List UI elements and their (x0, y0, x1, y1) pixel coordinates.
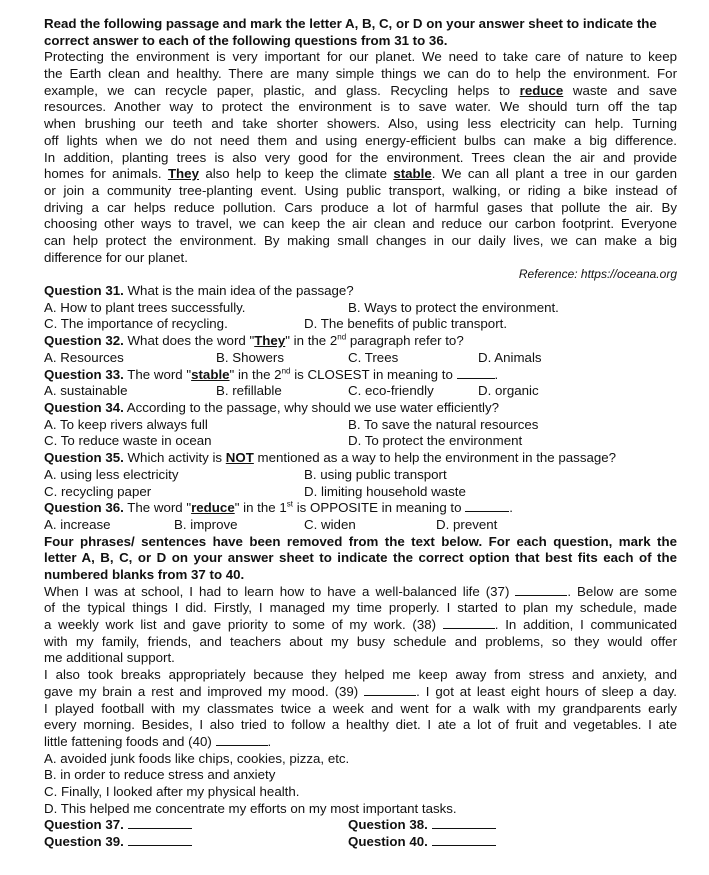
text-line: When I was at school, I had to learn how to have a well-balanced life (37) . Below are some (44, 583, 677, 599)
option-b: B. Showers (216, 349, 284, 365)
passage-line: when brushing our teeth and take shorter showers. Also, using less electricity can help. Turning (44, 116, 677, 132)
passage-line: or join a community tree-planting event. Using public transport, walking, or riding a bike instead of (44, 182, 677, 198)
part2-instruction-line-3: numbered blanks from 37 to 40. (44, 566, 245, 582)
passage-line: the Earth clean and healthy. There are many simple things we can do to help the environment. For (44, 66, 677, 82)
passage-line: Protecting the environment is very important for our planet. We need to take care of nature to keep (44, 49, 677, 65)
question-35-options (44, 467, 677, 484)
answer-label-40: Question 40. (348, 834, 432, 850)
answer-row (44, 834, 677, 851)
option-c: C. The importance of recycling. (44, 316, 228, 332)
answer-blank-38[interactable] (432, 817, 496, 829)
option-d: D. The benefits of public transport. (304, 316, 508, 332)
text-line: little fattening foods and (40) . (44, 733, 272, 749)
blank-40[interactable] (216, 734, 268, 746)
option-b: B. To save the natural resources (348, 416, 539, 432)
underlined-word-they: They (167, 166, 199, 182)
question-36: Question 36. The word "reduce" in the 1st is OPPOSITE in meaning to . (44, 500, 513, 516)
answer-row (44, 817, 677, 834)
option-a: A. increase (44, 516, 111, 532)
answer-blank[interactable] (457, 367, 495, 379)
text-line: of the typical things I did. Firstly, I managed my time properly. I started to plan my schedule, made (44, 600, 677, 616)
question-34-options (44, 417, 677, 434)
question-31-options (44, 316, 677, 333)
text-line: me additional support. (44, 650, 175, 666)
answer-blank[interactable] (465, 500, 509, 512)
answer-label-38: Question 38. (348, 817, 432, 833)
passage-line: In addition, planting trees is also very good for the environment. Trees clean the air and provide (44, 149, 677, 165)
question-35-options (44, 484, 677, 501)
option-b: B. Ways to protect the environment. (348, 299, 559, 315)
option-b: B. refillable (216, 383, 282, 399)
question-32-options (44, 350, 677, 367)
option-c: C. widen (304, 516, 356, 532)
answer-blank-40[interactable] (432, 834, 496, 846)
option-b: B. in order to reduce stress and anxiety (44, 767, 276, 783)
passage-line: off lights when we do not need them and using energy-efficient bulbs can make a big difference. (44, 132, 677, 148)
text-line: with my family, friends, and teachers about my busy schedule and problems, so they would offer (44, 633, 677, 649)
option-a: A. sustainable (44, 383, 128, 399)
option-d: D. organic (478, 383, 539, 399)
passage-line: example, we can recycle paper, plastic, and glass. Recycling helps to reduce waste and save (44, 82, 678, 98)
question-35: Question 35. Which activity is NOT mentioned as a way to help the environment in the passage? (44, 450, 617, 466)
question-31-options (44, 300, 677, 317)
option-a: A. How to plant trees successfully. (44, 299, 246, 315)
option-a: A. To keep rivers always full (44, 416, 208, 432)
passage-line: resources. Another way to protect the environment is to save water. We should turn off the tap (44, 99, 677, 115)
part2-instruction-line-2: letter A, B, C, or D on your answer sheet to indicate the correct option that best fits each of the (44, 550, 677, 566)
underlined-word-reduce: reduce (519, 82, 564, 98)
passage-line: choosing other ways to travel, we can keep the air clean and reduce our carbon footprint. Everyone (44, 216, 677, 232)
question-33: Question 33. The word "stable" in the 2nd is CLOSEST in meaning to . (44, 366, 499, 382)
option-d: D. Animals (478, 349, 542, 365)
passage-line: driving a car helps reduce pollution. Cars produce a lot of harmful gases that pollute the air. By (44, 199, 677, 215)
option-a: A. using less electricity (44, 466, 179, 482)
text-line: every morning. Besides, I also tried to follow a healthy diet. I ate a lot of fruit and vegetables. I ate (44, 717, 677, 733)
option-c: C. Finally, I looked after my physical health. (44, 784, 300, 799)
option-c: C. To reduce waste in ocean (44, 433, 212, 449)
passage-line: difference for our planet. (44, 249, 188, 265)
question-32: Question 32. What does the word "They" in the 2nd paragraph refer to? (44, 333, 464, 349)
text-line: a weekly work list and gave priority to some of my work. (38) . In addition, I communicated (44, 617, 677, 633)
underlined-word-stable: stable (393, 166, 432, 182)
part1-instruction-line-1: Read the following passage and mark the letter A, B, C, or D on your answer sheet to indicate the (44, 16, 657, 31)
passage-line: homes for animals. They also help to keep the climate stable. We can all plant a tree in our garden (44, 166, 677, 182)
question-34: Question 34. According to the passage, why should we use water efficiently? (44, 399, 500, 415)
option-d: D. prevent (436, 516, 498, 532)
option-b: B. improve (174, 516, 238, 532)
option-a: A. Resources (44, 349, 124, 365)
question-36-options (44, 517, 677, 534)
answer-blank-37[interactable] (128, 817, 192, 829)
text-line: I also took breaks appropriately because they helped me keep away from stress and anxiety, and (44, 667, 677, 683)
question-33-options (44, 383, 677, 400)
option-c: C. recycling paper (44, 483, 152, 499)
answer-label-39: Question 39. (44, 834, 128, 850)
question-31: Question 31. What is the main idea of the passage? (44, 283, 354, 299)
question-34-options (44, 433, 677, 450)
reference: Reference: https://oceana.org (518, 267, 677, 282)
answer-label-37: Question 37. (44, 817, 128, 833)
blank-38[interactable] (443, 617, 495, 629)
option-a: A. avoided junk foods like chips, cookies, pizza, etc. (44, 750, 350, 766)
passage-line: can help protect the environment. By making small changes in our daily lives, we can make a big (44, 232, 677, 248)
option-c: C. eco-friendly (348, 383, 434, 399)
option-c: C. Trees (348, 349, 399, 365)
option-d: D. To protect the environment (348, 433, 523, 449)
option-d: D. This helped me concentrate my efforts on my most important tasks. (44, 800, 457, 816)
blank-39[interactable] (364, 684, 416, 696)
option-d: D. limiting household waste (304, 483, 466, 499)
text-line: I played football with my classmates twice a week and went for a walk with my grandparents early (44, 700, 677, 716)
part2-instruction-line-1: Four phrases/ sentences have been removed from the text below. For each question, mark the (44, 533, 677, 549)
option-b: B. using public transport (304, 466, 447, 482)
part1-instruction-line-2: correct answer to each of the following questions from 31 to 36. (44, 32, 448, 48)
blank-37[interactable] (515, 584, 567, 596)
answer-blank-39[interactable] (128, 834, 192, 846)
text-line: gave my brain a rest and improved my mood. (39) . I got at least eight hours of sleep a day. (44, 683, 677, 699)
